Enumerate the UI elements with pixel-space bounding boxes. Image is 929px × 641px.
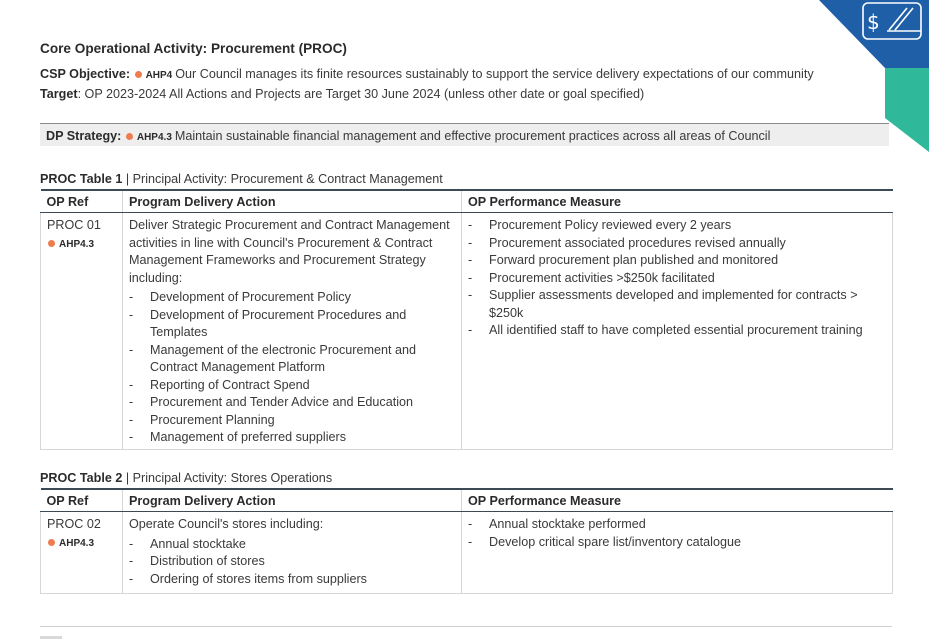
- table-caption-text: | Principal Activity: Stores Operations: [122, 471, 333, 485]
- footer-divider: [40, 626, 892, 627]
- list-item: - Reporting of Contract Spend: [129, 377, 455, 395]
- list-item: - Procurement Planning: [129, 412, 455, 430]
- table-caption: [40, 172, 443, 186]
- performance-measure-cell: [462, 213, 893, 450]
- table-row: [41, 213, 893, 450]
- dp-strategy-bar: [40, 123, 889, 146]
- table-caption-number: PROC Table 2: [40, 471, 123, 485]
- performance-measure-cell: [462, 512, 893, 594]
- csp-code: AHP4: [145, 70, 173, 81]
- program-delivery-cell: [123, 512, 462, 594]
- csp-text: Our Council manages its finite resources sustainably to support the service delivery expectations of our community: [175, 67, 814, 81]
- op-ref: PROC 01: [47, 218, 101, 232]
- measure-list: [468, 516, 886, 551]
- op-ref-cell: [41, 213, 123, 450]
- list-item: - Procurement activities >$250k facilitated: [468, 270, 886, 288]
- column-header: OP Performance Measure: [462, 190, 893, 213]
- column-header: Program Delivery Action: [123, 489, 462, 512]
- column-header: Program Delivery Action: [123, 190, 462, 213]
- action-intro: Operate Council's stores including:: [129, 517, 324, 531]
- orange-bullet-icon: [48, 539, 55, 546]
- orange-bullet-icon: [126, 133, 133, 140]
- op-ref-code: AHP4.3: [59, 238, 95, 250]
- action-intro: Deliver Strategic Procurement and Contract Management activities in line with Council's Procurement & Contract Management Frameworks and Procurement Strategy including:: [129, 218, 450, 285]
- column-header: OP Performance Measure: [462, 489, 893, 512]
- column-header: OP Ref: [41, 190, 123, 213]
- csp-objective: [40, 67, 814, 81]
- dp-strategy-code: AHP4.3: [136, 132, 172, 143]
- list-item: - Procurement and Tender Advice and Education: [129, 394, 455, 412]
- table-caption: [40, 471, 332, 485]
- op-ref-cell: [41, 512, 123, 594]
- op-ref: PROC 02: [47, 517, 101, 531]
- target-label: Target: [40, 87, 78, 101]
- orange-bullet-icon: [48, 240, 55, 247]
- list-item: - Management of preferred suppliers: [129, 429, 455, 447]
- list-item: - Ordering of stores items from suppliers: [129, 571, 455, 589]
- list-item: - Procurement associated procedures revised annually: [468, 235, 886, 253]
- target-text: : OP 2023-2024 All Actions and Projects are Target 30 June 2024 (unless other date or goal specified): [77, 87, 645, 101]
- list-item: - Supplier assessments developed and implemented for contracts > $250k: [468, 287, 886, 322]
- proc-table-1: [40, 189, 893, 450]
- target-line: [40, 87, 644, 101]
- action-list: [129, 289, 455, 447]
- list-item: - Annual stocktake: [129, 536, 455, 554]
- csp-label: CSP Objective:: [40, 67, 131, 81]
- program-delivery-cell: [123, 213, 462, 450]
- orange-bullet-icon: [135, 71, 142, 78]
- table-row: [41, 512, 893, 594]
- op-ref-code: AHP4.3: [59, 537, 95, 549]
- list-item: - Distribution of stores: [129, 553, 455, 571]
- page-title: Core Operational Activity: Procurement (PROC): [40, 41, 347, 56]
- list-item: - Annual stocktake performed: [468, 516, 886, 534]
- list-item: - Management of the electronic Procurement and Contract Management Platform: [129, 342, 455, 377]
- measure-list: [468, 217, 886, 340]
- proc-table-2: [40, 488, 893, 594]
- list-item: - Procurement Policy reviewed every 2 years: [468, 217, 886, 235]
- dp-strategy-text: Maintain sustainable financial management and effective procurement practices across all areas of Council: [174, 129, 771, 143]
- footer-page-mark: [40, 636, 62, 639]
- svg-text:$: $: [867, 10, 880, 34]
- action-list: [129, 536, 455, 589]
- table-caption-number: PROC Table 1: [40, 172, 123, 186]
- list-item: - Forward procurement plan published and monitored: [468, 252, 886, 270]
- dp-strategy-label: DP Strategy:: [46, 129, 122, 143]
- table-caption-text: | Principal Activity: Procurement & Contract Management: [122, 172, 443, 186]
- column-header: OP Ref: [41, 489, 123, 512]
- list-item: - Develop critical spare list/inventory catalogue: [468, 534, 886, 552]
- list-item: - All identified staff to have completed essential procurement training: [468, 322, 886, 340]
- list-item: - Development of Procurement Policy: [129, 289, 455, 307]
- list-item: - Development of Procurement Procedures and Templates: [129, 307, 455, 342]
